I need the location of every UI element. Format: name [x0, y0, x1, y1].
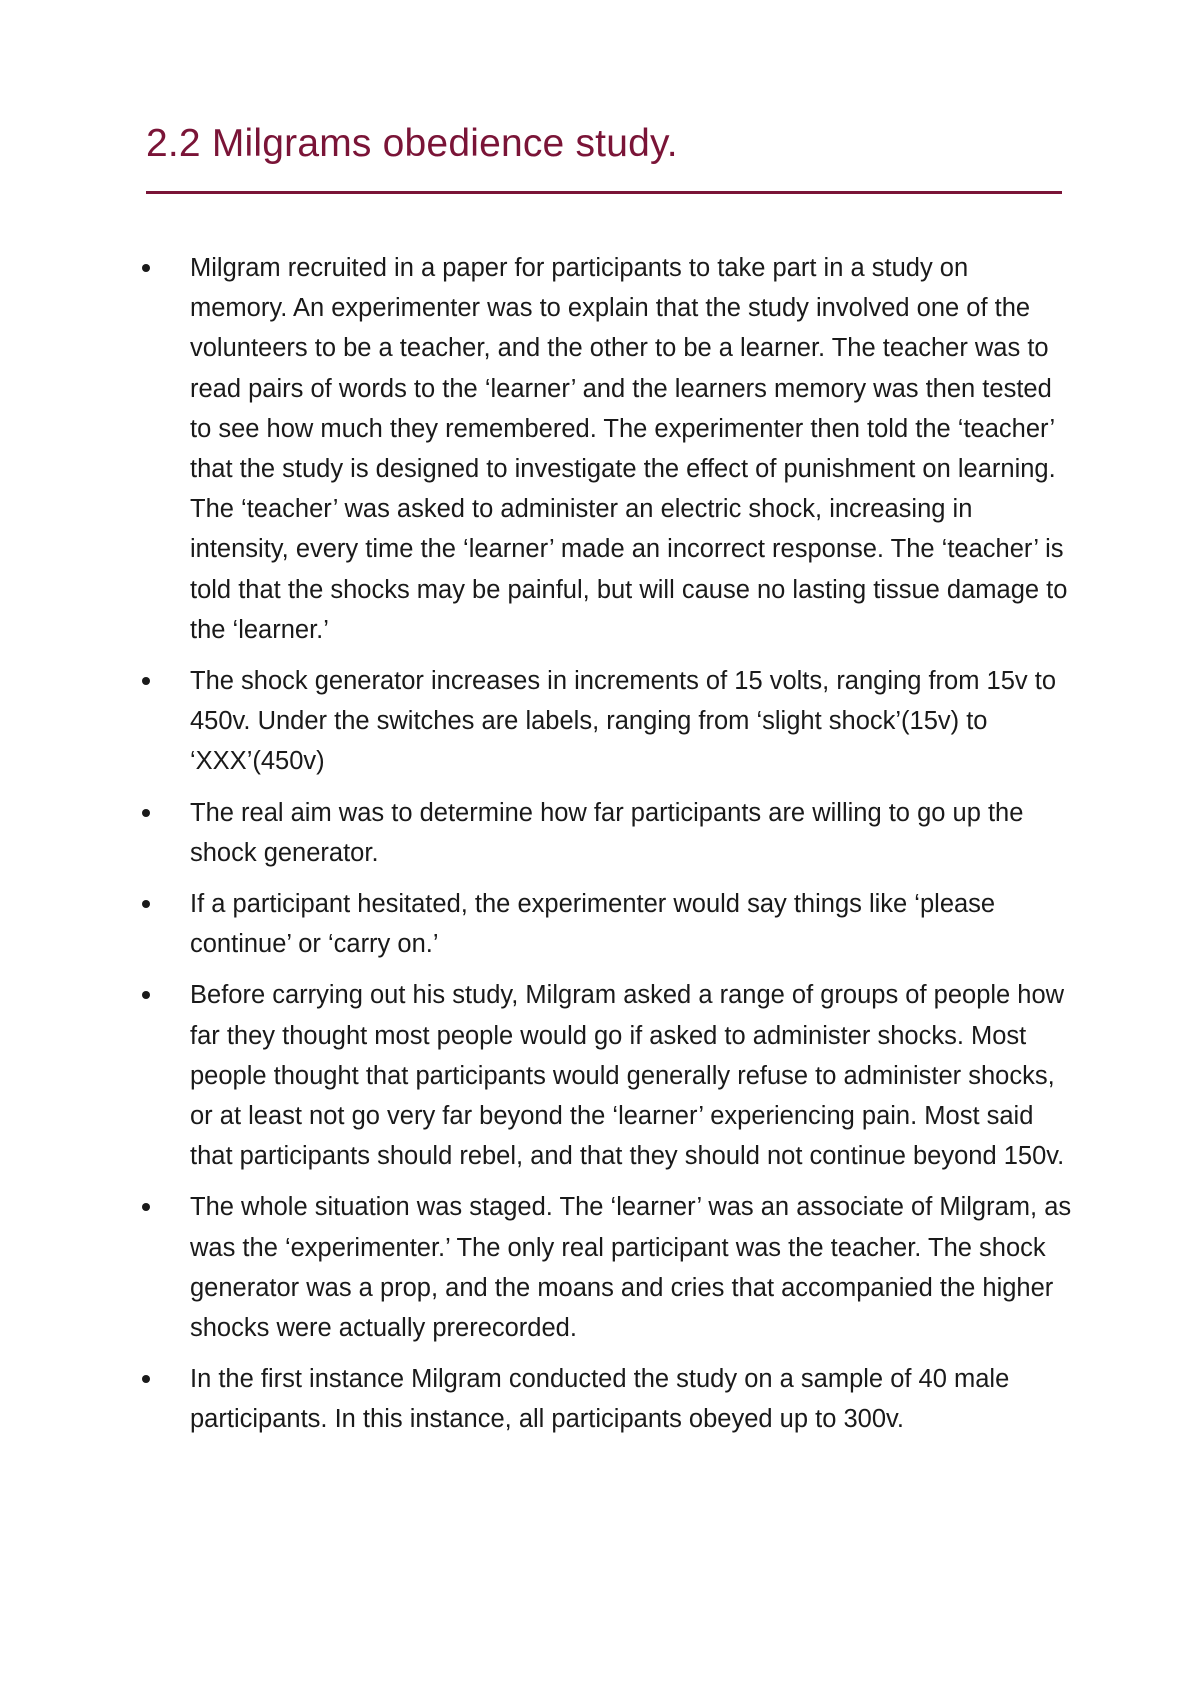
- bullet-dot-icon: [142, 677, 150, 685]
- bullet-dot-icon: [142, 900, 150, 908]
- bullet-text: The shock generator increases in increments of 15 volts, ranging from 15v to 450v. Under the switches are labels, ranging from ‘slight shock’(15v) to ‘XXX’(450v): [190, 667, 1057, 776]
- bullet-item: [142, 884, 1072, 964]
- bullet-dot-icon: [142, 991, 150, 999]
- bullet-item: [142, 661, 1072, 782]
- bullet-text: If a participant hesitated, the experimenter would say things like ‘please continue’ or ‘carry on.’: [190, 890, 996, 959]
- bullet-dot-icon: [142, 1375, 150, 1383]
- bullet-item: [142, 793, 1072, 873]
- bullet-item: [142, 248, 1072, 650]
- section-heading: 2.2 Milgrams obedience study.: [146, 122, 678, 165]
- bullet-list: [142, 248, 1072, 1451]
- bullet-dot-icon: [142, 264, 150, 272]
- heading-divider: [146, 191, 1062, 194]
- bullet-dot-icon: [142, 1203, 150, 1211]
- bullet-item: [142, 1187, 1072, 1348]
- bullet-item: [142, 975, 1072, 1176]
- bullet-text: In the first instance Milgram conducted the study on a sample of 40 male participants. In this instance, all participants obeyed up to 300v.: [190, 1365, 1010, 1434]
- bullet-text: The whole situation was staged. The ‘learner’ was an associate of Milgram, as was the ‘experimenter.’ The only real participant was the teacher. The shock generator was a prop, and the moans and cries that accompanied the higher shocks were actually prerecorded.: [190, 1193, 1072, 1343]
- bullet-text: The real aim was to determine how far participants are willing to go up the shock generator.: [190, 798, 1024, 867]
- bullet-text: Before carrying out his study, Milgram asked a range of groups of people how far they thought most people would go if asked to administer shocks. Most people thought that participants would generally refuse to administer shocks, or at least not go very far beyond the ‘learner’ experiencing pain. Most said that participants should rebel, and that they should not continue beyond 150v.: [190, 981, 1065, 1171]
- bullet-text: Milgram recruited in a paper for participants to take part in a study on memory. An experimenter was to explain that the study involved one of the volunteers to be a teacher, and the other to be a learner. The teacher was to read pairs of words to the ‘learner’ and the learners memory was then tested to see how much they remembered. The experimenter then told the ‘teacher’ that the study is designed to investigate the effect of punishment on learning. The ‘teacher’ was asked to administer an electric shock, increasing in intensity, every time the ‘learner’ made an incorrect response. The ‘teacher’ is told that the shocks may be painful, but will cause no lasting tissue damage to the ‘learner.’: [190, 254, 1068, 644]
- bullet-dot-icon: [142, 809, 150, 817]
- bullet-item: [142, 1359, 1072, 1439]
